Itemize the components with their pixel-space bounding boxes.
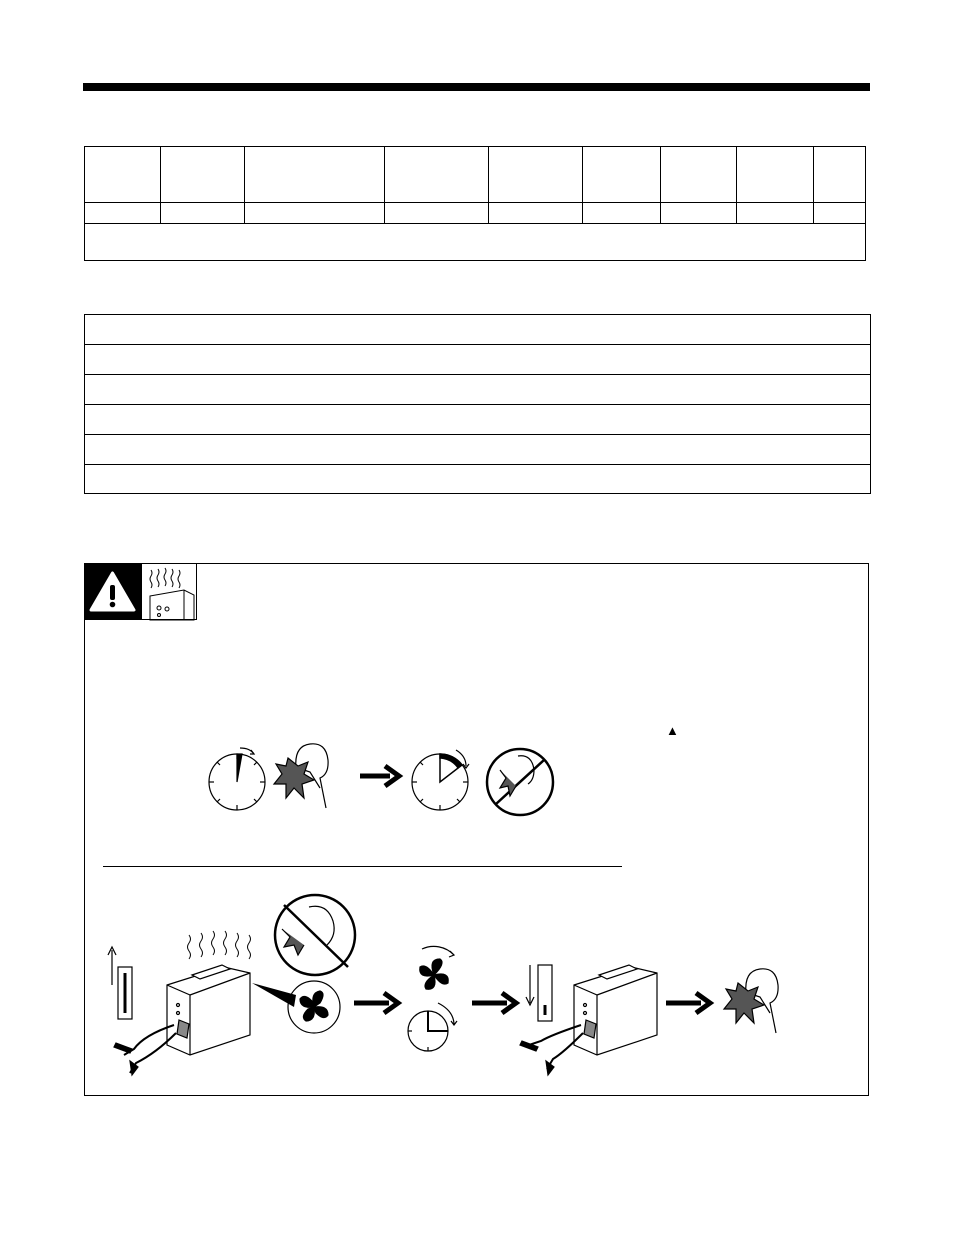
spec-row — [85, 375, 870, 405]
rating-table-header-row — [85, 147, 865, 203]
callout-wedge — [252, 983, 296, 1007]
welder-icon — [274, 744, 328, 808]
arrow-right-icon — [666, 993, 710, 1013]
hot-unit-icon — [141, 563, 197, 620]
spec-row — [85, 405, 870, 435]
thermometer-icon — [108, 947, 132, 1019]
column-divider — [488, 147, 489, 224]
column-divider — [813, 147, 814, 224]
welder-icon — [724, 969, 778, 1033]
column-divider — [736, 147, 737, 224]
heat-waves — [188, 931, 251, 959]
no-welding-icon — [275, 895, 355, 975]
clock-icon — [412, 750, 469, 810]
spec-row — [85, 345, 870, 375]
overheat-cycle-illustration — [104, 895, 804, 1075]
fan-icon — [420, 946, 454, 989]
section-divider — [103, 866, 622, 867]
rating-table-data-row — [85, 203, 865, 224]
spec-row — [85, 435, 870, 465]
thermometer-icon — [526, 965, 552, 1021]
column-divider — [660, 147, 661, 224]
arrow-right-icon — [472, 993, 516, 1013]
column-divider — [582, 147, 583, 224]
no-welding-icon — [487, 749, 553, 815]
spec-row — [85, 465, 870, 495]
arrow-right-icon — [354, 993, 398, 1013]
spec-row — [85, 315, 870, 345]
spec-table — [84, 314, 871, 494]
rating-table — [84, 146, 866, 261]
warning-triangle-icon — [84, 563, 141, 620]
rating-table-note — [85, 224, 865, 260]
fan-icon — [288, 981, 340, 1033]
clock-icon — [209, 748, 265, 810]
duty-cycle-illustration — [200, 738, 560, 818]
welding-unit-icon — [114, 965, 250, 1075]
clock-icon — [408, 1003, 457, 1051]
column-divider — [160, 147, 161, 224]
arrow-right-icon — [360, 766, 399, 786]
column-divider — [384, 147, 385, 224]
welding-unit-icon — [520, 965, 657, 1075]
section-title-rule — [83, 83, 870, 91]
column-divider — [244, 147, 245, 224]
caret-symbol: ▲ — [666, 723, 679, 738]
